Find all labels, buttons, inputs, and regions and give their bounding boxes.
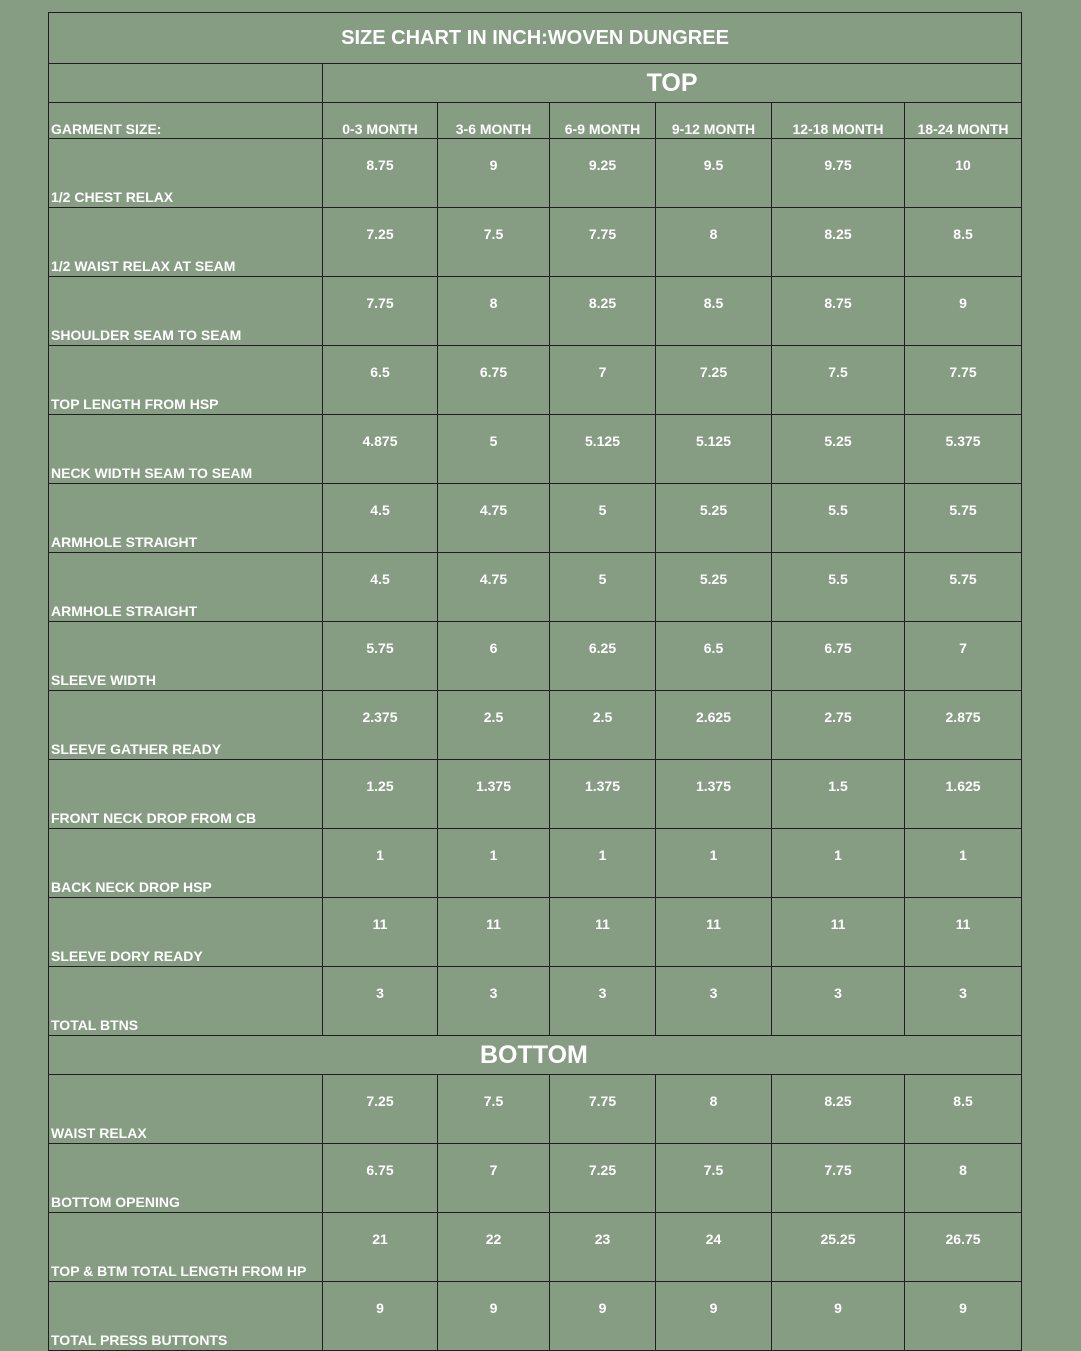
measurement-value: 3 (656, 967, 772, 1036)
size-header-3-6: 3-6 MONTH (438, 103, 550, 139)
measurement-label: ARMHOLE STRAIGHT (49, 553, 323, 622)
measurement-value: 24 (656, 1213, 772, 1282)
measurement-value: 1 (656, 829, 772, 898)
size-header-0-3: 0-3 MONTH (323, 103, 438, 139)
measurement-value: 5.5 (772, 553, 905, 622)
measurement-label: FRONT NECK DROP FROM CB (49, 760, 323, 829)
measurement-value: 1.375 (656, 760, 772, 829)
measurement-value: 7.75 (550, 1075, 656, 1144)
measurement-value: 23 (550, 1213, 656, 1282)
measurement-value: 5 (550, 484, 656, 553)
chart-title: SIZE CHART IN INCH:WOVEN DUNGREE (49, 13, 1022, 64)
measurement-value: 5.25 (656, 553, 772, 622)
measurement-label: TOTAL PRESS BUTTONTS (49, 1282, 323, 1351)
measurement-row (49, 760, 1022, 829)
measurement-value: 7.25 (656, 346, 772, 415)
measurement-value: 9.25 (550, 139, 656, 208)
measurement-row (49, 1144, 1022, 1213)
measurement-value: 1.25 (323, 760, 438, 829)
measurement-value: 1 (772, 829, 905, 898)
blank-cell (49, 64, 323, 103)
measurement-value: 8.75 (772, 277, 905, 346)
measurement-value: 1.625 (905, 760, 1022, 829)
measurement-label: NECK WIDTH SEAM TO SEAM (49, 415, 323, 484)
measurement-label: WAIST RELAX (49, 1075, 323, 1144)
measurement-value: 7.25 (323, 1075, 438, 1144)
measurement-value: 11 (656, 898, 772, 967)
measurement-value: 5.25 (656, 484, 772, 553)
measurement-value: 11 (323, 898, 438, 967)
measurement-value: 6.5 (656, 622, 772, 691)
measurement-value: 21 (323, 1213, 438, 1282)
measurement-value: 8 (905, 1144, 1022, 1213)
measurement-value: 2.625 (656, 691, 772, 760)
measurement-row (49, 139, 1022, 208)
measurement-value: 9 (438, 1282, 550, 1351)
measurement-value: 2.5 (438, 691, 550, 760)
measurement-label: SLEEVE WIDTH (49, 622, 323, 691)
measurement-row (49, 1075, 1022, 1144)
measurement-value: 1.375 (550, 760, 656, 829)
measurement-value: 8.25 (550, 277, 656, 346)
garment-size-label: GARMENT SIZE: (49, 103, 323, 139)
measurement-value: 5.5 (772, 484, 905, 553)
measurement-value: 7.5 (438, 208, 550, 277)
measurement-value: 7 (438, 1144, 550, 1213)
measurement-value: 2.375 (323, 691, 438, 760)
measurement-value: 7.25 (323, 208, 438, 277)
measurement-value: 5.75 (905, 484, 1022, 553)
measurement-value: 7 (905, 622, 1022, 691)
measurement-row (49, 277, 1022, 346)
measurement-row (49, 622, 1022, 691)
measurement-value: 2.875 (905, 691, 1022, 760)
measurement-value: 3 (323, 967, 438, 1036)
measurement-value: 1 (550, 829, 656, 898)
measurement-value: 5.125 (550, 415, 656, 484)
measurement-value: 7 (550, 346, 656, 415)
measurement-label: 1/2 WAIST RELAX AT SEAM (49, 208, 323, 277)
measurement-row (49, 829, 1022, 898)
measurement-value: 1 (323, 829, 438, 898)
measurement-row (49, 898, 1022, 967)
measurement-label: ARMHOLE STRAIGHT (49, 484, 323, 553)
measurement-value: 11 (438, 898, 550, 967)
measurement-value: 8.25 (772, 208, 905, 277)
measurement-value: 2.75 (772, 691, 905, 760)
measurement-label: 1/2 CHEST RELAX (49, 139, 323, 208)
measurement-value: 5.25 (772, 415, 905, 484)
measurement-value: 4.875 (323, 415, 438, 484)
measurement-value: 7.75 (772, 1144, 905, 1213)
measurement-label: SHOULDER SEAM TO SEAM (49, 277, 323, 346)
measurement-value: 7.75 (323, 277, 438, 346)
measurement-value: 2.5 (550, 691, 656, 760)
measurement-value: 4.5 (323, 553, 438, 622)
measurement-value: 9 (905, 1282, 1022, 1351)
measurement-value: 9 (772, 1282, 905, 1351)
measurement-value: 9 (323, 1282, 438, 1351)
measurement-value: 11 (550, 898, 656, 967)
measurement-value: 9 (656, 1282, 772, 1351)
measurement-value: 22 (438, 1213, 550, 1282)
measurement-value: 4.75 (438, 484, 550, 553)
measurement-value: 11 (905, 898, 1022, 967)
measurement-row (49, 691, 1022, 760)
title-row (49, 13, 1022, 64)
measurement-label: SLEEVE GATHER READY (49, 691, 323, 760)
measurement-value: 5.75 (905, 553, 1022, 622)
measurement-value: 7.75 (550, 208, 656, 277)
top-heading-row (49, 64, 1022, 103)
measurement-value: 5.375 (905, 415, 1022, 484)
bottom-section-heading: BOTTOM (49, 1036, 1022, 1075)
measurement-row (49, 346, 1022, 415)
measurement-label: TOTAL BTNS (49, 967, 323, 1036)
measurement-value: 7.5 (656, 1144, 772, 1213)
measurement-row (49, 208, 1022, 277)
measurement-value: 8.5 (656, 277, 772, 346)
measurement-row (49, 484, 1022, 553)
measurement-value: 6.5 (323, 346, 438, 415)
size-header-row (49, 103, 1022, 139)
top-section-heading: TOP (323, 64, 1022, 103)
measurement-value: 1 (438, 829, 550, 898)
measurement-value: 9 (550, 1282, 656, 1351)
measurement-row (49, 415, 1022, 484)
measurement-value: 8 (656, 1075, 772, 1144)
measurement-value: 10 (905, 139, 1022, 208)
measurement-row (49, 1213, 1022, 1282)
measurement-value: 7.25 (550, 1144, 656, 1213)
measurement-value: 5 (438, 415, 550, 484)
bottom-heading-row (49, 1036, 1022, 1075)
measurement-value: 8.25 (772, 1075, 905, 1144)
measurement-value: 3 (550, 967, 656, 1036)
measurement-value: 1.375 (438, 760, 550, 829)
measurement-value: 1 (905, 829, 1022, 898)
measurement-value: 5 (550, 553, 656, 622)
size-header-6-9: 6-9 MONTH (550, 103, 656, 139)
measurement-row (49, 967, 1022, 1036)
measurement-value: 9.75 (772, 139, 905, 208)
size-header-12-18: 12-18 MONTH (772, 103, 905, 139)
measurement-value: 6.75 (323, 1144, 438, 1213)
measurement-label: TOP LENGTH FROM HSP (49, 346, 323, 415)
size-chart-table (48, 12, 1022, 1351)
measurement-value: 9 (905, 277, 1022, 346)
measurement-value: 6.75 (438, 346, 550, 415)
measurement-label: SLEEVE DORY READY (49, 898, 323, 967)
measurement-value: 7.75 (905, 346, 1022, 415)
measurement-label: BOTTOM OPENING (49, 1144, 323, 1213)
measurement-value: 6.75 (772, 622, 905, 691)
measurement-value: 11 (772, 898, 905, 967)
measurement-value: 9 (438, 139, 550, 208)
measurement-value: 8.5 (905, 1075, 1022, 1144)
measurement-value: 3 (438, 967, 550, 1036)
measurement-value: 9.5 (656, 139, 772, 208)
measurement-value: 5.75 (323, 622, 438, 691)
size-header-9-12: 9-12 MONTH (656, 103, 772, 139)
measurement-label: TOP & BTM TOTAL LENGTH FROM HP (49, 1213, 323, 1282)
measurement-value: 7.5 (438, 1075, 550, 1144)
measurement-value: 8 (656, 208, 772, 277)
size-header-18-24: 18-24 MONTH (905, 103, 1022, 139)
measurement-value: 6.25 (550, 622, 656, 691)
measurement-value: 6 (438, 622, 550, 691)
measurement-row (49, 1282, 1022, 1351)
measurement-value: 3 (772, 967, 905, 1036)
measurement-value: 3 (905, 967, 1022, 1036)
measurement-value: 1.5 (772, 760, 905, 829)
measurement-label: BACK NECK DROP HSP (49, 829, 323, 898)
measurement-value: 25.25 (772, 1213, 905, 1282)
measurement-value: 8 (438, 277, 550, 346)
measurement-value: 4.5 (323, 484, 438, 553)
measurement-value: 5.125 (656, 415, 772, 484)
measurement-value: 8.5 (905, 208, 1022, 277)
measurement-value: 7.5 (772, 346, 905, 415)
measurement-value: 26.75 (905, 1213, 1022, 1282)
measurement-value: 8.75 (323, 139, 438, 208)
measurement-row (49, 553, 1022, 622)
measurement-value: 4.75 (438, 553, 550, 622)
